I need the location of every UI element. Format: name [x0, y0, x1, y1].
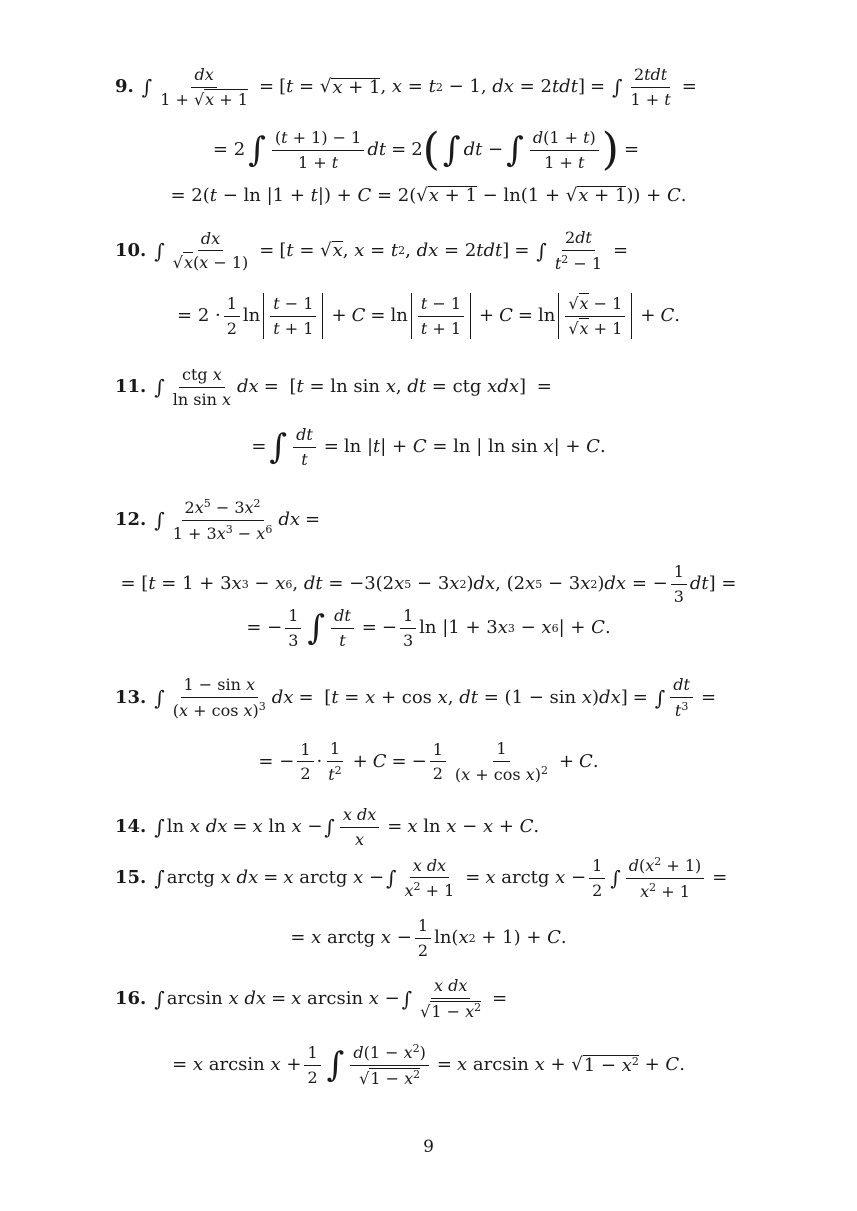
problem-12-line-1: 12. ∫ $2x^5 - 3x^2$ $1 + 3x^3 - x^6$ dx = — [115, 497, 321, 543]
problem-16-line-2: = x arcsin x + 1 2 ∫ $\frac{d(1 - x^2)}{√1 - x^2}$ = x arcsin x + √ $1 - x^2$ + C . — [172, 1042, 685, 1088]
problem-14-number: 14. — [115, 816, 147, 838]
problem-9-line-1: 9. ∫ $\frac{dx}{1 + √x + 1}$ = [ t = √ x + 1 , x = t 2 − 1, dx = 2 tdt ] = ∫ 2tdt 1 + t = — [115, 65, 697, 109]
problem-10-line-2: = 2 · 1 2 ln t − 1 t + 1 + C = ln t − 1 t + 1 + C = ln √x − 1 √x + 1 + C . — [177, 293, 680, 338]
problem-16-number: 16. — [115, 987, 147, 1009]
problem-16-line-1: 16. ∫ arcsin x dx = x arcsin x − ∫ $\frac{\text{x dx}}{√1 - x^2}$ = — [115, 976, 508, 1021]
problem-12-line-3: = − 1 3 ∫ $\frac{dt}{t}$ = − $\frac{1}{3}$ ln |1 + 3 x 3 − x 6 | + C . — [246, 606, 611, 650]
problem-12-line-2: = [ t = 1 + 3 x 3 − x 6 , dt = −3(2 x 5 − 3 x 2 ) dx , (2 x 5 − 3 x 2 ) dx = − 1 3 dt ] = — [120, 562, 737, 606]
problem-11-line-1: 11. ∫ ctg x ln sin x dx = [ t = ln sin x , dt = ctg xdx ] = — [115, 365, 552, 409]
problem-11-number: 11. — [115, 376, 147, 398]
problem-9-line-3: = 2( t − ln |1 + t |) + C = 2(√ x + 1 − ln(1 + √ x + 1 )) + C . — [170, 184, 687, 206]
problem-12-number: 12. — [115, 509, 147, 531]
problem-14-line-1: 14. ∫ ln x dx = x ln x − ∫ $\frac{\text{x dx}}{x}$ = x ln x − x + C . — [115, 805, 540, 849]
page-number: 9 — [423, 1137, 434, 1157]
problem-15-line-1: 15. ∫ arctg x dx = x arctg x − ∫ $\frac{\text{x dx}}{x^2 + 1}$ = x arctg x − 1 2 ∫ $\frac{d(x^2 + 1)}{x^2 + 1}$ = — [115, 855, 728, 901]
problem-13-line-2: = − 1 2 · 1 $t^2$ + C = − $\frac{1}{2}$ 1 $(x + \cos x)^2$ + C . — [258, 739, 599, 784]
problem-11-line-2: = ∫ $\frac{dt}{t}$ = ln | t | + C = ln | ln sin x | + C . — [251, 425, 606, 469]
problem-9-line-2: = 2 ∫ (t + 1) − 1 1 + t dt = 2 ( ∫ dt − ∫ d(1 + t) 1 + t ) = — [212, 124, 640, 175]
problem-10-number: 10. — [115, 239, 147, 261]
problem-13-number: 13. — [115, 686, 147, 708]
problem-9-number: 9. — [115, 76, 134, 98]
problem-15-number: 15. — [115, 867, 147, 889]
problem-13-line-1: 13. ∫ 1 − sin x $(x + \cos x)^3$ dx = [ t = x + cos x , dt = (1 − sin x ) dx ] = ∫ $\frac{dt}{t^3}$ = — [115, 675, 717, 720]
problem-15-line-2: = x arctg x − 1 2 ln( x 2 + 1) + C . — [290, 916, 567, 960]
problem-10-line-1: 10. ∫ $\frac{dx}{√x(x - 1)}$ = [ t = √ x , x = t 2 , dx = 2 tdt ] = ∫ $\frac{2dt}{t^2 - 1}$ = — [115, 228, 629, 273]
